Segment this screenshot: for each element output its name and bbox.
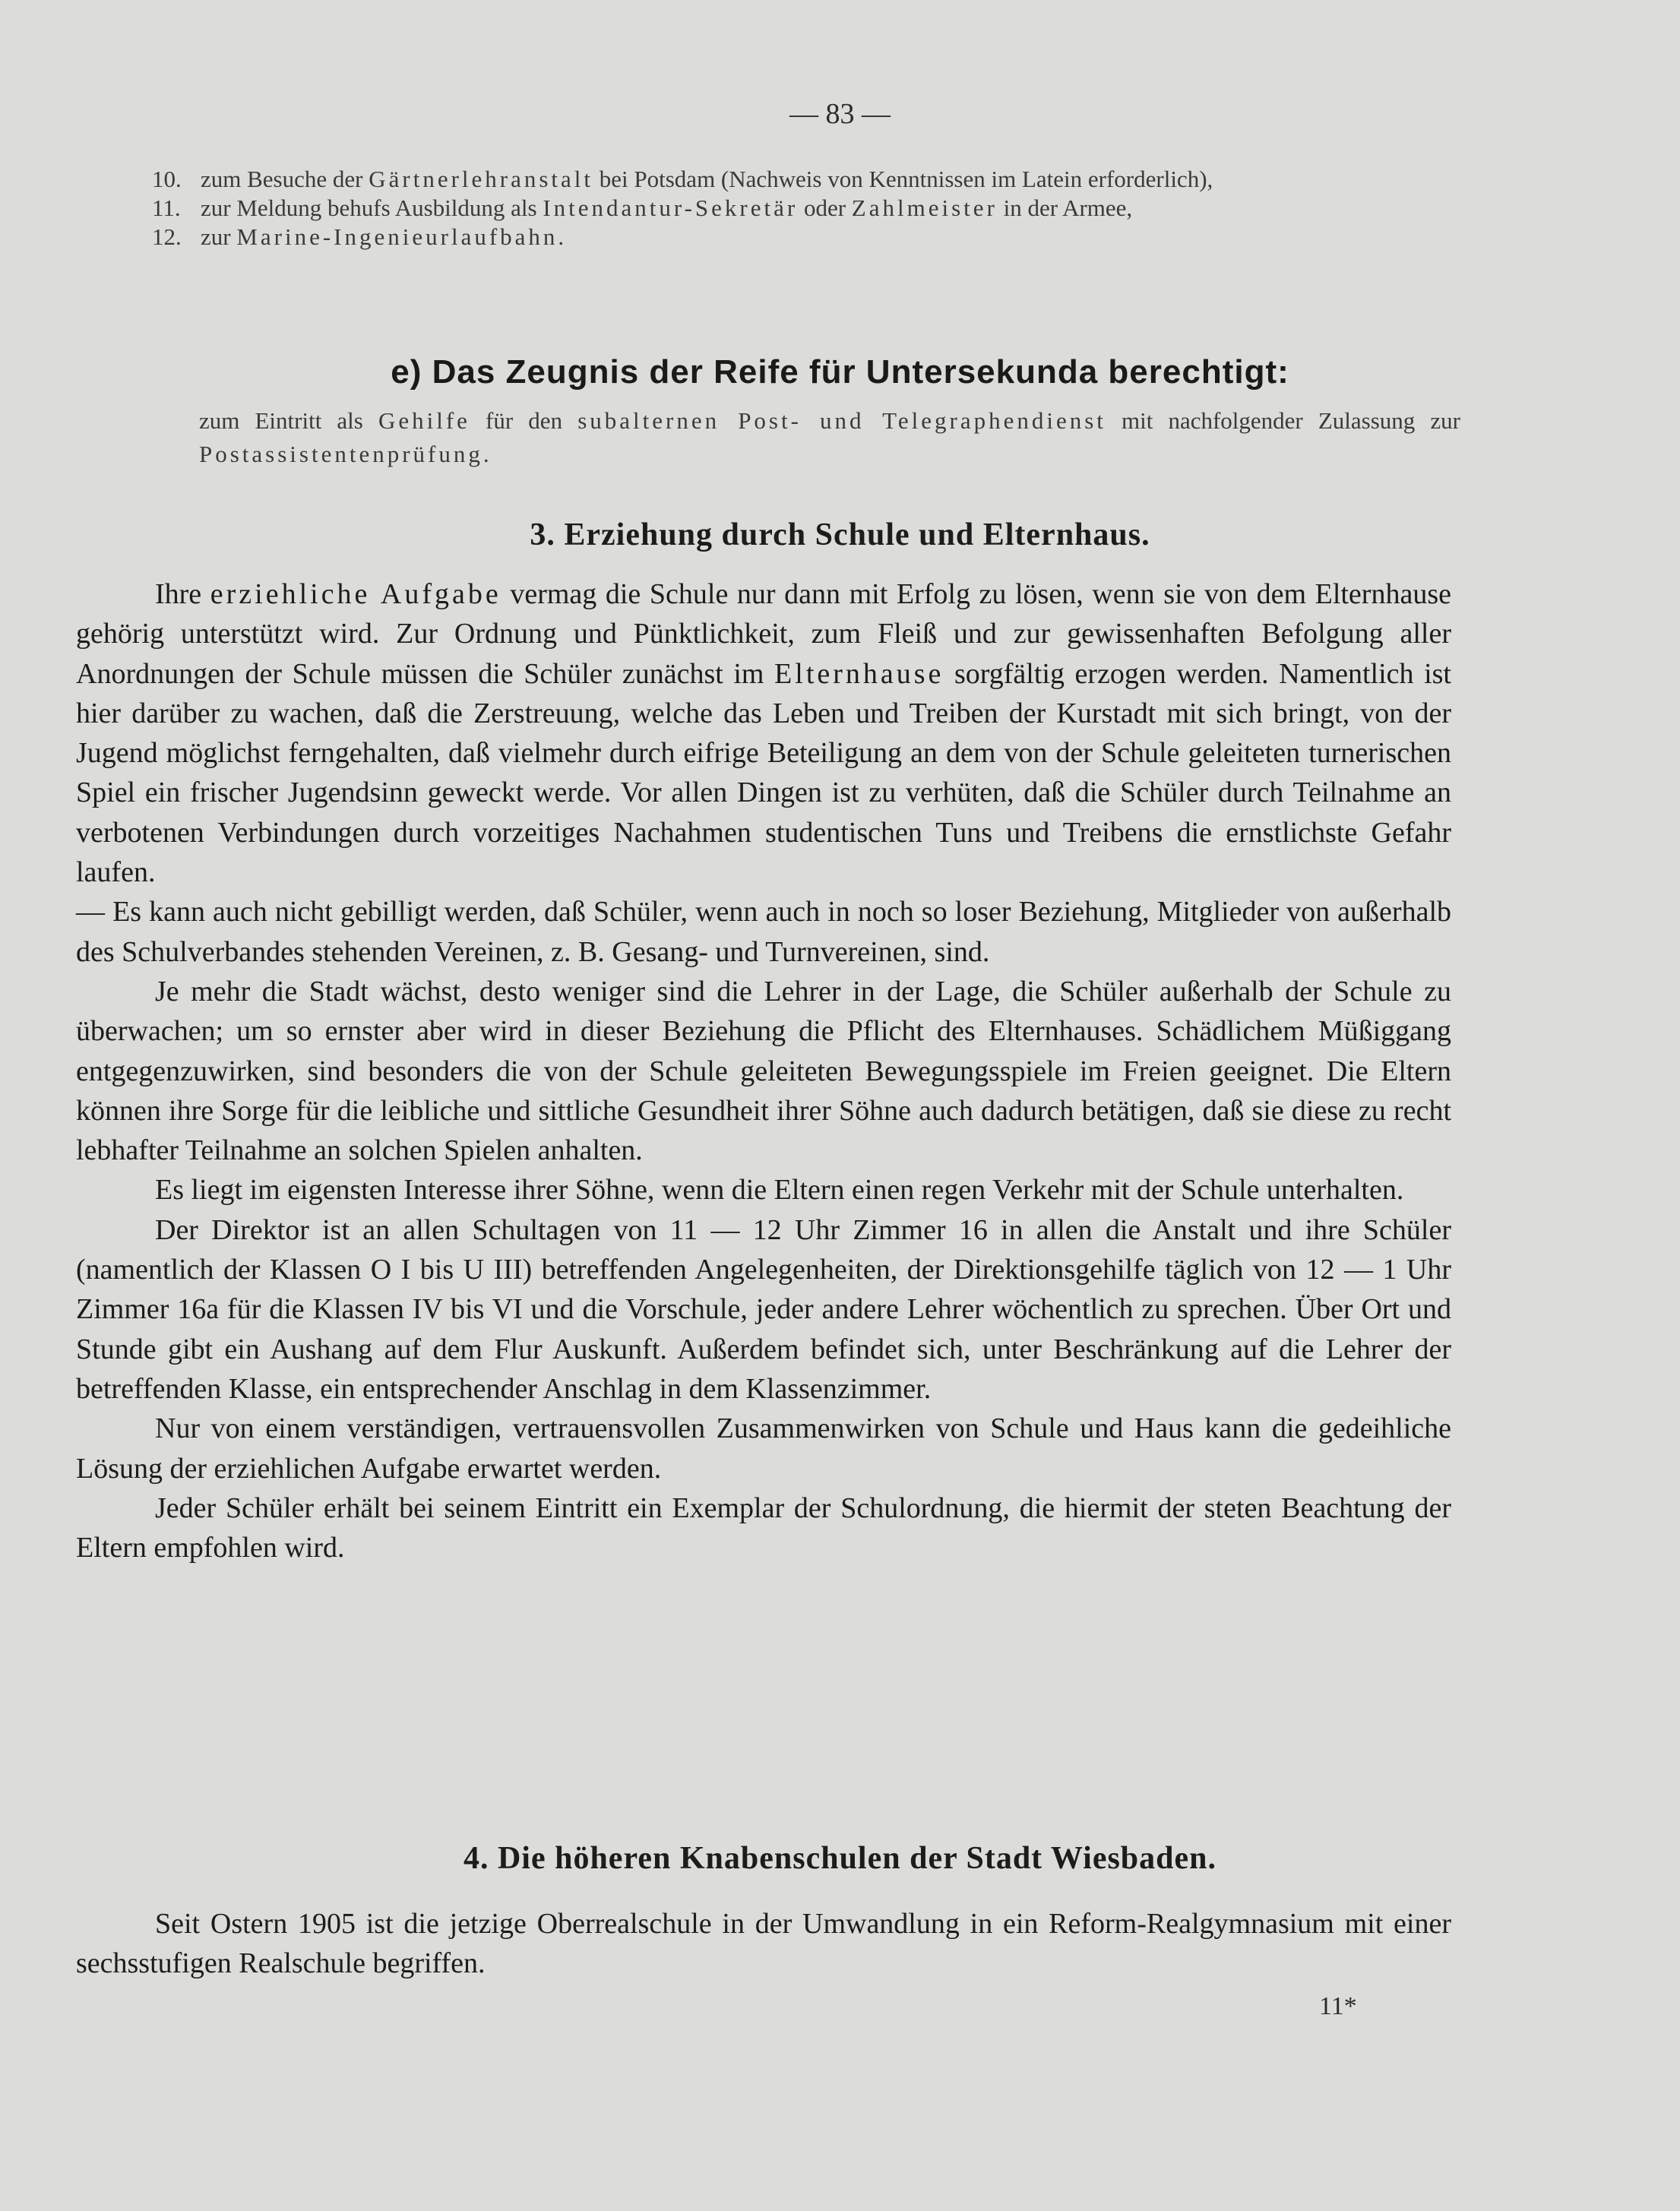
paragraph: Es liegt im eigensten Interesse ihrer Söhne, wenn die Eltern einen regen Verkehr mit der Schule unterhalten. xyxy=(155,1174,1404,1207)
section-e-heading: e) Das Zeugnis der Reife für Untersekunda berechtigt: xyxy=(391,353,1289,391)
list-item-number: 11. xyxy=(152,195,181,221)
entitlement-list xyxy=(152,166,1459,252)
list-item-number: 10. xyxy=(152,166,182,192)
paragraph: — Es kann auch nicht gebilligt werden, daß Schüler, wenn auch in noch so loser Beziehung, Mitglieder von außerhalb des Schulverbandes stehenden Vereinen, z. B. Gesang- und Turnvereinen, sind. xyxy=(76,896,1451,968)
page-number: — 83 — xyxy=(789,98,891,130)
section-3-body xyxy=(76,574,1451,1567)
paragraph: Je mehr die Stadt wächst, desto weniger sind die Lehrer in der Lage, die Schüler außerhalb der Schule zu überwachen; um so ernster aber wird in dieser Beziehung die Pflicht des Elternhauses. Schädlichem Müßiggang entgegenzuwirken, sind besonders die von der Schule geleiteten Bewegungsspiele im Freien geeignet. Die Eltern können ihre Sorge für die leibliche und sittliche Gesundheit ihrer Söhne auch dadurch betätigen, daß sie diese zu recht lebhafter Teilnahme an solchen Spielen anhalten. xyxy=(76,975,1451,1167)
list-item: 11. zur Meldung behufs Ausbildung als Intendantur-Sekretär oder Zahlmeister in der Armee, xyxy=(152,195,1133,221)
section-e-text: zum Eintritt als Gehilfe für den subalternen Post- und Telegraphendienst mit nachfolgender Zulassung zur Postassistentenprüfung. xyxy=(199,407,1460,467)
paragraph: Nur von einem verständigen, vertrauensvollen Zusammenwirken von Schule und Haus kann die gedeihliche Lösung der erziehlichen Aufgabe erwartet werden. xyxy=(76,1412,1451,1485)
section-4-body xyxy=(76,1904,1451,1983)
paragraph: Seit Ostern 1905 ist die jetzige Oberrealschule in der Umwandlung in ein Reform-Realgymnasium mit einer sechsstufigen Realschule begriffen. xyxy=(76,1908,1451,1979)
section-3-heading: 3. Erziehung durch Schule und Elternhaus. xyxy=(530,517,1150,552)
paragraph: Jeder Schüler erhält bei seinem Eintritt ein Exemplar der Schulordnung, die hiermit der steten Beachtung der Eltern empfohlen wird. xyxy=(76,1491,1451,1564)
paragraph: Ihre erziehliche Aufgabe vermag die Schule nur dann mit Erfolg zu lösen, wenn sie von dem Elternhause gehörig unterstützt wird. Zur Ordnung und Pünktlichkeit, zum Fleiß und zur gewissenhaften Befolgung aller Anordnungen der Schule müssen die Schüler zunächst im Elternhause sorgfältig erzogen werden. Namentlich ist hier darüber zu wachen, daß die Zerstreuung, welche das Leben und Treiben der Kurstadt mit sich bringt, von der Jugend möglichst ferngehalten, daß vielmehr durch eifrige Beteiligung an dem von der Schule geleiteten turnerischen Spiel ein frischer Jugendsinn geweckt werde. Vor allen Dingen ist zu verhüten, daß die Schüler durch Teilnahme an verbotenen Verbindungen durch vorzeitiges Nachahmen studentischen Tuns und Treibens die ernstlichste Gefahr laufen. xyxy=(76,578,1451,889)
list-item: 12. zur Marine-Ingenieurlaufbahn. xyxy=(152,223,565,250)
paragraph: Der Direktor ist an allen Schultagen von 11 — 12 Uhr Zimmer 16 in allen die Anstalt und ihre Schüler (namentlich der Klassen O I bis U III) betreffenden Angelegenheiten, der Direktionsgehilfe täglich von 12 — 1 Uhr Zimmer 16a für die Klassen IV bis VI und die Vorschule, jeder andere Lehrer wöchentlich zu sprechen. Über Ort und Stunde gibt ein Aushang auf dem Flur Auskunft. Außerdem befindet sich, unter Beschränkung auf die Lehrer der betreffenden Klasse, ein entsprechender Anschlag in dem Klassenzimmer. xyxy=(76,1213,1451,1405)
list-item-number: 12. xyxy=(152,223,182,250)
list-item: 10. zum Besuche der Gärtnerlehranstalt bei Potsdam (Nachweis von Kenntnissen im Latein erforderlich), xyxy=(152,166,1213,192)
section-4-heading: 4. Die höheren Knabenschulen der Stadt Wiesbaden. xyxy=(463,1841,1217,1876)
signature-mark: 11* xyxy=(1319,1992,1357,2020)
